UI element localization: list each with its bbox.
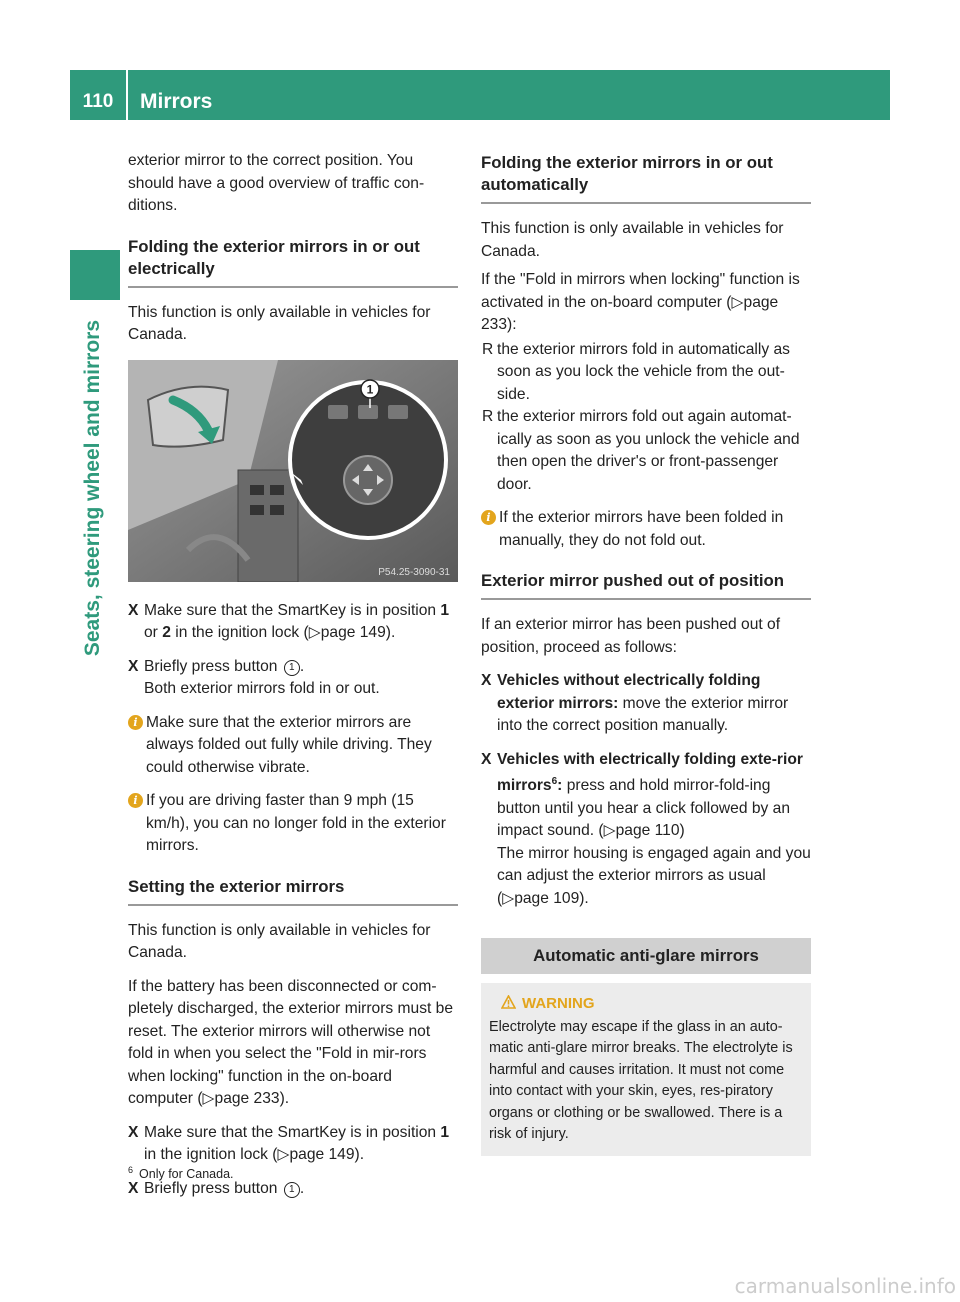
info-icon: i bbox=[481, 510, 496, 525]
pushed-paragraph: If an exterior mirror has been pushed out of position, proceed as follows: bbox=[481, 616, 781, 656]
step-marker-icon: X bbox=[128, 601, 139, 619]
page-ref-arrow-icon: ▷ bbox=[308, 624, 321, 641]
step-smartkey: X Make sure that the SmartKey is in position 1 or 2 in the ignition lock (▷page 149). bbox=[128, 601, 450, 641]
step-smartkey-position1: X Make sure that the SmartKey is in position 1 in the ignition lock (▷page 149). bbox=[128, 1123, 450, 1163]
info-note: i If you are driving faster than 9 mph (15 km/h), you can no longer fold in the exterior mirrors. bbox=[128, 790, 458, 858]
page-title: Mirrors bbox=[140, 90, 213, 113]
section-tab bbox=[70, 250, 120, 300]
info-note: i Make sure that the exterior mirrors are always folded out fully while driving. They could otherwise vibrate. bbox=[128, 712, 458, 780]
info-icon: i bbox=[128, 793, 143, 808]
footnote: $^6$ Only for Canada. bbox=[128, 1165, 234, 1182]
page-number: 110 bbox=[82, 91, 114, 112]
list-item: R the exterior mirrors fold in automatically as soon as you lock the vehicle from the out-side. bbox=[482, 340, 790, 403]
step-marker-icon: X bbox=[128, 1123, 139, 1141]
page-ref-link[interactable]: page 149). bbox=[289, 1146, 365, 1163]
list-item: R the exterior mirrors fold out again automat-ically as soon as you unlock the vehicle and then open the driver's or front-passenger door. bbox=[482, 408, 800, 493]
bullet-icon: R bbox=[482, 408, 494, 425]
warning-title: WARNING bbox=[489, 993, 803, 1015]
step-marker-icon: X bbox=[481, 750, 492, 768]
door-control-photo bbox=[128, 360, 458, 582]
heading-fold-electrically: Folding the exterior mirrors in or out electrically bbox=[128, 236, 458, 288]
step-marker-icon: X bbox=[128, 657, 139, 675]
photo-code: P54.25-3090-31 bbox=[378, 566, 450, 578]
bullet-icon: R bbox=[482, 340, 494, 358]
warning-triangle-icon bbox=[501, 995, 516, 1009]
photo-callout: 1 bbox=[366, 382, 374, 396]
page-ref-arrow-icon: ▷ bbox=[277, 1146, 290, 1163]
availability-note: This function is only available in vehicles for Canada. bbox=[128, 303, 431, 343]
page-ref-link[interactable]: page 233). bbox=[214, 1090, 290, 1107]
info-icon: i bbox=[128, 715, 143, 730]
header-divider bbox=[126, 70, 128, 120]
left-column bbox=[128, 150, 458, 1211]
door-panel-illustration bbox=[128, 360, 458, 582]
footnote-marker: 6 bbox=[551, 776, 558, 787]
page-ref-link[interactable]: page 149). bbox=[320, 624, 396, 641]
page-ref-arrow-icon: ▷ bbox=[502, 889, 515, 907]
intro-paragraph: exterior mirror to the correct position. You should have a good overview of traffic con-ditions. bbox=[128, 152, 425, 214]
battery-paragraph: If the battery has been disconnected or com-pletely discharged, the exterior mirrors must be reset. The exterior mirrors will otherwise not fold in when you select the "Fold in mir-rors when locking" function in the on-board computer (▷page 233). bbox=[128, 977, 454, 1107]
page-ref-link[interactable]: page 110) bbox=[615, 822, 685, 840]
button-1-icon: 1 bbox=[284, 1182, 300, 1198]
page-ref-link[interactable]: page 233): bbox=[481, 293, 779, 333]
page-ref-arrow-icon: ▷ bbox=[202, 1090, 215, 1107]
onboard-paragraph: If the "Fold in mirrors when locking" function is activated in the on-board computer (▷page 233): bbox=[481, 271, 800, 333]
step-without-folding: X Vehicles without electrically folding exterior mirrors: move the exterior mirror into the correct position manually. bbox=[481, 672, 789, 734]
info-note: i If the exterior mirrors have been folded in manually, they do not fold out. bbox=[481, 507, 811, 552]
step-marker-icon: X bbox=[481, 672, 492, 689]
heading-pushed-out: Exterior mirror pushed out of position bbox=[481, 570, 811, 600]
warning-box bbox=[481, 983, 811, 1156]
step-press-button-2: X Briefly press button 1 . bbox=[128, 1178, 458, 1201]
step-press-button: X Briefly press button 1 . Both exterior mirrors fold in or out. bbox=[128, 657, 380, 697]
section-heading-anti-glare: Automatic anti-glare mirrors bbox=[481, 938, 811, 974]
availability-note: This function is only available in vehicles for Canada. bbox=[481, 220, 784, 260]
availability-note: This function is only available in vehicles for Canada. bbox=[128, 921, 431, 961]
heading-fold-automatically: Folding the exterior mirrors in or out automatically bbox=[481, 152, 811, 204]
right-column bbox=[481, 150, 811, 1156]
button-1-icon: 1 bbox=[284, 660, 300, 676]
step-with-folding: X Vehicles with electrically folding exte-rior mirrors$^6$: press and hold mirror-fold-ing button until you hear a click followed by an impact sound. (▷page 110) The mirror housing is engaged again and you can adjust the exterior mirrors as usual (▷page 109). bbox=[481, 750, 811, 907]
step-result: Both exterior mirrors fold in or out. bbox=[144, 680, 380, 697]
footnote-number: 6 bbox=[128, 1165, 134, 1175]
page-ref-link[interactable]: page 109). bbox=[514, 889, 589, 907]
heading-setting-mirrors: Setting the exterior mirrors bbox=[128, 876, 458, 906]
watermark: carmanualsonline.info bbox=[734, 1274, 956, 1298]
warning-text: Electrolyte may escape if the glass in an auto-matic anti-glare mirror breaks. The electrolyte is harmful and causes irritation. It must not come into contact with your skin, eyes, res-piratory organs or clothing or be swallowed. There is a risk of injury. bbox=[489, 1018, 793, 1143]
step-marker-icon: X bbox=[128, 1179, 139, 1197]
page-ref-arrow-icon: ▷ bbox=[603, 822, 616, 840]
page-ref-arrow-icon: ▷ bbox=[731, 293, 744, 311]
